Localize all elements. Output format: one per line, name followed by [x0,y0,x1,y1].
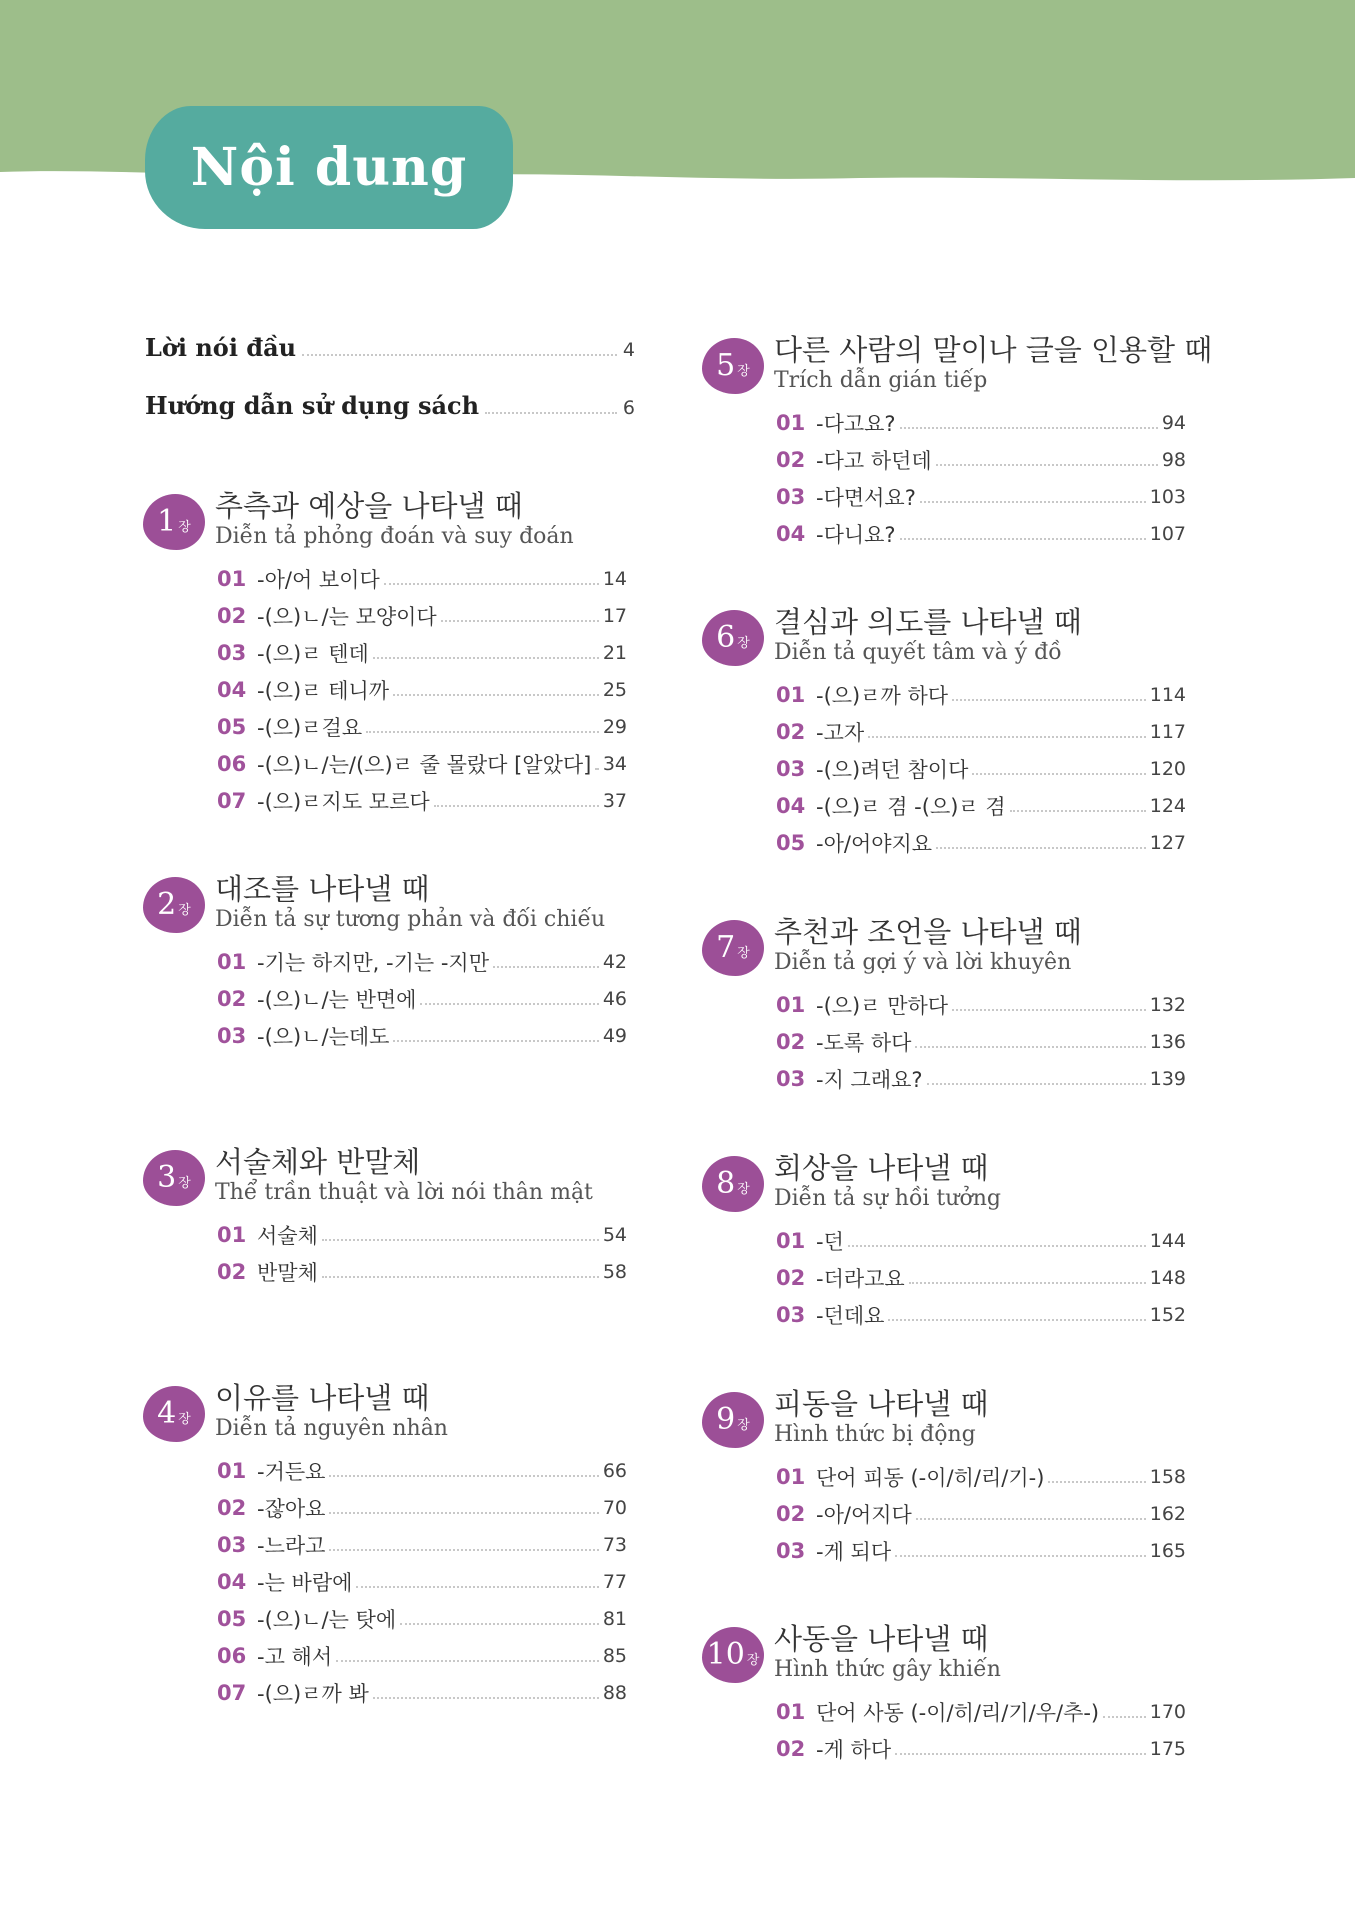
chapter-title-vietnamese: Hình thức gây khiến [774,1657,1001,1682]
entry-number: 03 [776,756,806,781]
entry-title: -아/어 보이다 [257,567,380,592]
leader-dots [373,1687,599,1699]
leader-dots [322,1229,599,1241]
entry-number: 01 [776,992,806,1017]
entry-number: 07 [217,788,247,813]
leader-dots [916,1508,1146,1520]
toc-entry[interactable] [776,1532,1186,1569]
page-number: 34 [602,752,627,775]
toc-entry[interactable] [217,943,627,980]
page-number: 98 [1161,448,1186,471]
entry-number: 04 [217,1569,247,1594]
entry-title: -(으)ㄹ걸요 [257,715,363,740]
chapter-badge [143,1150,205,1206]
page-number: 162 [1149,1502,1186,1525]
entry-title: -느라고 [257,1533,326,1558]
leader-dots [1010,800,1146,812]
leader-dots [900,528,1146,540]
toc-entry[interactable] [217,1017,627,1054]
page-number: 139 [1149,1067,1186,1090]
entry-number: 04 [217,677,247,702]
page-number: 175 [1149,1737,1186,1760]
toc-entry[interactable] [776,441,1186,478]
leader-dots [972,763,1145,775]
chapter-badge [702,1156,764,1212]
leader-dots [329,1502,598,1514]
chapter-suffix: 장 [178,519,191,535]
chapter-entries [776,1693,1186,1767]
page-number: 114 [1149,683,1186,706]
entry-number: 05 [217,1606,247,1631]
chapter-number: 1 [157,504,177,539]
leader-dots [895,1545,1146,1557]
entry-number: 03 [217,640,247,665]
chapter-title-vietnamese: Hình thức bị động [774,1422,976,1447]
front-matter-title: Lời nói đầu [145,333,297,362]
chapter-number: 8 [716,1166,736,1201]
front-matter-item[interactable] [145,322,635,362]
toc-entry[interactable] [217,1637,627,1674]
leader-dots [900,417,1158,429]
toc-entry[interactable] [776,1259,1186,1296]
leader-dots [493,956,599,968]
leader-dots [915,1036,1145,1048]
chapter-title-korean: 서술체와 반말체 [215,1145,421,1179]
chapter-title-vietnamese: Diễn tả gợi ý và lời khuyên [774,950,1072,975]
entry-number: 06 [217,751,247,776]
chapter-title-vietnamese: Diễn tả sự tương phản và đối chiếu [215,907,606,932]
chapter-title-vietnamese: Diễn tả sự hồi tưởng [774,1186,1001,1211]
leader-dots [848,1235,1146,1247]
front-matter-item[interactable] [145,380,635,420]
page-number: 77 [602,1570,627,1593]
entry-title: -지 그래요? [816,1067,923,1092]
leader-dots [420,993,598,1005]
page-number: 132 [1149,993,1186,1016]
toc-entry[interactable] [776,478,1186,515]
page-number: 152 [1149,1303,1186,1326]
page-number: 37 [602,789,627,812]
page-number: 81 [602,1607,627,1630]
front-matter-title: Hướng dẫn sử dụng sách [145,391,480,420]
chapter-title-vietnamese: Trích dẫn gián tiếp [774,368,988,393]
toc-entry[interactable] [217,597,627,634]
leader-dots [434,795,599,807]
chapter-title-korean: 추천과 조언을 나타낼 때 [774,915,1082,949]
toc-entry[interactable] [776,1693,1186,1730]
entry-number: 04 [776,521,806,546]
entry-number: 06 [217,1643,247,1668]
entry-title: -(으)ㄴ/는/(으)ㄹ 줄 몰랐다 [알았다] [257,752,592,777]
chapter-entries [776,676,1186,861]
toc-entry[interactable] [776,1495,1186,1532]
entry-title: 단어 피동 (-이/히/리/기-) [816,1465,1045,1490]
page-number: 66 [602,1459,627,1482]
chapter-title-korean: 사동을 나타낼 때 [774,1622,989,1656]
leader-dots [1103,1706,1146,1718]
entry-title: -도록 하다 [816,1030,912,1055]
toc-entry[interactable] [217,634,627,671]
toc-entry[interactable] [217,671,627,708]
leader-dots [329,1539,598,1551]
page-number: 49 [602,1024,627,1047]
leader-dots [302,354,617,356]
page-number: 73 [602,1533,627,1556]
chapter-suffix: 장 [746,1652,760,1668]
toc-entry[interactable] [776,986,1186,1023]
entry-number: 03 [217,1023,247,1048]
chapter-title-vietnamese: Diễn tả phỏng đoán và suy đoán [215,524,574,549]
page-number: 170 [1149,1700,1186,1723]
chapter-title-korean: 이유를 나타낼 때 [215,1381,430,1415]
entry-number: 02 [776,1265,806,1290]
chapter-entries [776,986,1186,1097]
toc-entry[interactable] [217,1526,627,1563]
leader-dots [329,1465,598,1477]
entry-title: -(으)ㄹ 겸 -(으)ㄹ 겸 [816,794,1006,819]
entry-title: -고자 [816,720,865,745]
entry-title: -(으)ㄹ 테니까 [257,678,390,703]
chapter-title-korean: 대조를 나타낼 때 [215,872,430,906]
toc-entry[interactable] [776,1730,1186,1767]
toc-entry[interactable] [217,980,627,1017]
chapter-title-vietnamese: Diễn tả nguyên nhân [215,1416,448,1441]
chapter-suffix: 장 [737,635,750,651]
entry-number: 03 [217,1532,247,1557]
entry-title: -(으)ㄴ/는 모양이다 [257,604,437,629]
chapter-title-vietnamese: Diễn tả quyết tâm và ý đồ [774,640,1062,665]
toc-entry[interactable] [776,515,1186,552]
leader-dots [366,721,599,733]
entry-title: -던데요 [816,1303,885,1328]
leader-dots [909,1272,1146,1284]
chapter-number: 2 [157,887,177,922]
entry-number: 01 [776,682,806,707]
leader-dots [384,573,599,585]
page-number: 4 [622,339,635,361]
chapter-suffix: 장 [178,1411,191,1427]
page-number: 117 [1149,720,1186,743]
entry-title: -다면서요? [816,485,916,510]
leader-dots [595,758,598,770]
toc-entry[interactable] [776,1060,1186,1097]
entry-number: 02 [217,1259,247,1284]
entry-title: -다고 하던데 [816,448,932,473]
entry-title: -다고요? [816,411,896,436]
leader-dots [952,999,1146,1011]
leader-dots [322,1266,599,1278]
toc-entry[interactable] [217,745,627,782]
entry-number: 01 [776,1699,806,1724]
leader-dots [393,684,599,696]
page-number: 94 [1161,411,1186,434]
leader-dots [927,1073,1146,1085]
page-number: 85 [602,1644,627,1667]
title-banner [145,106,513,229]
toc-entry[interactable] [776,750,1186,787]
page-number: 58 [602,1260,627,1283]
page-number: 120 [1149,757,1186,780]
entry-title: -거든요 [257,1459,326,1484]
toc-entry[interactable] [776,1458,1186,1495]
page-number: 46 [602,987,627,1010]
chapter-badge [702,1627,764,1683]
page-number: 14 [602,567,627,590]
toc-entry[interactable] [217,1489,627,1526]
toc-entry[interactable] [217,782,627,819]
entry-title: -(으)ㄹ 만하다 [816,993,949,1018]
entry-number: 01 [776,410,806,435]
entry-number: 04 [776,793,806,818]
toc-entry[interactable] [776,404,1186,441]
entry-number: 03 [776,1538,806,1563]
leader-dots [1048,1471,1145,1483]
toc-entry[interactable] [217,1600,627,1637]
entry-title: -(으)ㄹ까 봐 [257,1681,369,1706]
chapter-title-korean: 결심과 의도를 나타낼 때 [774,605,1082,639]
leader-dots [373,647,599,659]
page-number: 88 [602,1681,627,1704]
leader-dots [485,412,617,414]
entry-title: 반말체 [257,1260,318,1285]
toc-entry[interactable] [217,1452,627,1489]
page-number: 17 [602,604,627,627]
page-number: 136 [1149,1030,1186,1053]
chapter-suffix: 장 [737,1181,750,1197]
toc-entry[interactable] [776,1296,1186,1333]
chapter-entries [217,1452,627,1711]
page-number: 144 [1149,1229,1186,1252]
leader-dots [356,1576,598,1588]
entry-number: 02 [776,1501,806,1526]
page-number: 21 [602,641,627,664]
chapter-title-korean: 추측과 예상을 나타낼 때 [215,489,523,523]
chapter-number: 4 [157,1396,177,1431]
page-number: 124 [1149,794,1186,817]
chapter-entries [217,943,627,1054]
entry-number: 02 [217,1495,247,1520]
entry-number: 02 [776,1029,806,1054]
page-number: 107 [1149,522,1186,545]
chapter-badge [143,1386,205,1442]
entry-number: 05 [217,714,247,739]
entry-title: -는 바람에 [257,1570,353,1595]
chapter-title-korean: 다른 사람의 말이나 글을 인용할 때 [774,333,1213,367]
entry-title: 서술체 [257,1223,318,1248]
entry-title: -(으)ㄹ 텐데 [257,641,369,666]
chapter-number: 3 [157,1160,177,1195]
leader-dots [888,1309,1145,1321]
chapter-badge [702,338,764,394]
entry-number: 01 [776,1228,806,1253]
page-number: 29 [602,715,627,738]
chapter-suffix: 장 [178,1175,191,1191]
entry-title: -잖아요 [257,1496,326,1521]
toc-entry[interactable] [217,560,627,597]
entry-title: -고 해서 [257,1644,333,1669]
toc-entry[interactable] [776,1023,1186,1060]
page-number: 127 [1149,831,1186,854]
chapter-entries [217,560,627,819]
leader-dots [895,1743,1146,1755]
page-number: 158 [1149,1465,1186,1488]
chapter-badge [702,610,764,666]
entry-title: 단어 사동 (-이/히/리/기/우/추-) [816,1700,1100,1725]
chapter-title-korean: 회상을 나타낼 때 [774,1151,989,1185]
toc-entry[interactable] [776,713,1186,750]
chapter-badge [143,494,205,550]
entry-title: -(으)ㄴ/는 반면에 [257,987,417,1012]
entry-number: 02 [776,1736,806,1761]
chapter-badge [702,1392,764,1448]
entry-number: 05 [776,830,806,855]
chapter-number: 10 [706,1637,745,1672]
entry-number: 01 [776,1464,806,1489]
chapter-suffix: 장 [737,945,750,961]
entry-number: 01 [217,1458,247,1483]
toc-entry[interactable] [217,708,627,745]
entry-number: 01 [217,1222,247,1247]
toc-entry[interactable] [217,1253,627,1290]
chapter-suffix: 장 [737,1417,750,1433]
chapter-number: 5 [716,348,736,383]
chapter-suffix: 장 [178,902,191,918]
chapter-title-vietnamese: Thể trần thuật và lời nói thân mật [215,1180,593,1205]
toc-entry[interactable] [776,676,1186,713]
leader-dots [952,689,1146,701]
page-number: 70 [602,1496,627,1519]
entry-number: 03 [776,1302,806,1327]
entry-title: -아/어야지요 [816,831,933,856]
chapter-entries [217,1216,627,1290]
chapter-entries [776,1222,1186,1333]
entry-title: -게 하다 [816,1737,892,1762]
chapter-badge [702,920,764,976]
entry-number: 02 [217,986,247,1011]
chapter-badge [143,877,205,933]
entry-number: 07 [217,1680,247,1705]
entry-title: -(으)ㄴ/는 탓에 [257,1607,397,1632]
page-number: 165 [1149,1539,1186,1562]
page-number: 42 [602,950,627,973]
entry-number: 02 [776,447,806,472]
page-number: 54 [602,1223,627,1246]
entry-title: -게 되다 [816,1539,892,1564]
toc-entry[interactable] [776,1222,1186,1259]
toc-entry[interactable] [776,787,1186,824]
entry-title: -아/어지다 [816,1502,912,1527]
entry-number: 01 [217,949,247,974]
entry-number: 03 [776,1066,806,1091]
page-number: 25 [602,678,627,701]
entry-title: -던 [816,1229,844,1254]
chapter-number: 6 [716,620,736,655]
entry-title: -(으)ㄹ지도 모르다 [257,789,430,814]
leader-dots [936,837,1146,849]
entry-title: -(으)려던 참이다 [816,757,969,782]
page-number: 6 [622,397,635,419]
leader-dots [400,1613,599,1625]
entry-number: 02 [217,603,247,628]
chapter-number: 7 [716,930,736,965]
page-number: 103 [1149,485,1186,508]
page-title: Nội dung [190,137,468,198]
entry-title: -(으)ㄴ/는데도 [257,1024,390,1049]
chapter-number: 9 [716,1402,736,1437]
entry-title: -다니요? [816,522,896,547]
leader-dots [920,491,1146,503]
chapter-entries [776,1458,1186,1569]
toc-entry[interactable] [217,1563,627,1600]
chapter-entries [776,404,1186,552]
entry-title: -기는 하지만, -기는 -지만 [257,950,490,975]
page-number: 148 [1149,1266,1186,1289]
leader-dots [868,726,1146,738]
chapter-suffix: 장 [737,363,750,379]
toc-entry[interactable] [217,1216,627,1253]
toc-entry[interactable] [217,1674,627,1711]
leader-dots [441,610,599,622]
leader-dots [393,1030,598,1042]
entry-number: 02 [776,719,806,744]
entry-number: 03 [776,484,806,509]
entry-title: -(으)ㄹ까 하다 [816,683,949,708]
toc-entry[interactable] [776,824,1186,861]
entry-number: 01 [217,566,247,591]
entry-title: -더라고요 [816,1266,905,1291]
leader-dots [936,454,1158,466]
leader-dots [336,1650,599,1662]
chapter-title-korean: 피동을 나타낼 때 [774,1387,989,1421]
